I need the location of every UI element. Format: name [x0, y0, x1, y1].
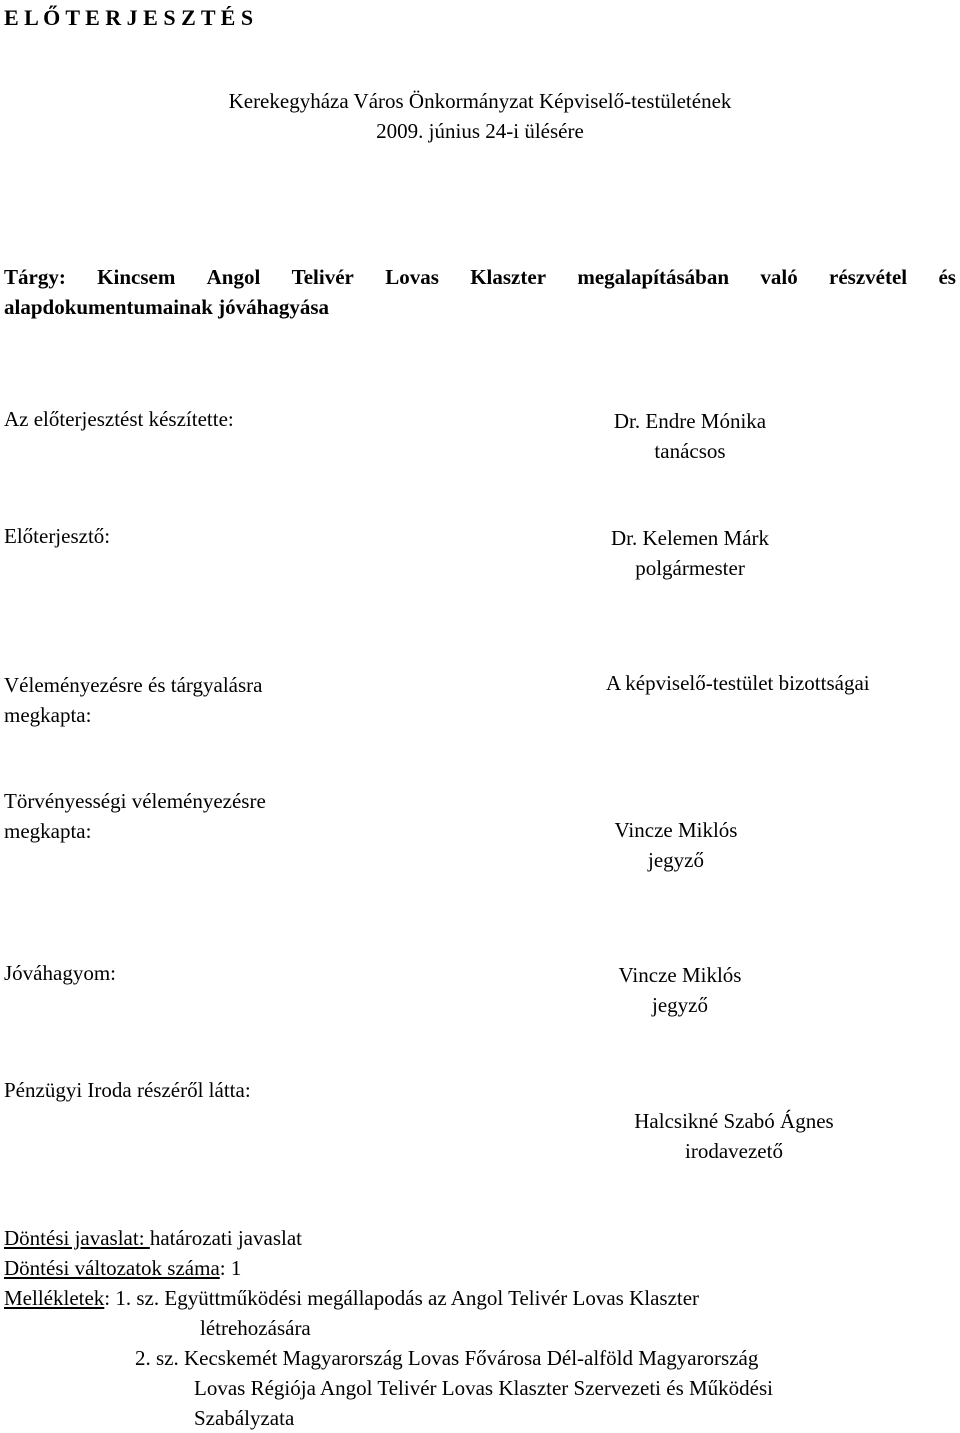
legal-review-signatory	[566, 815, 786, 875]
finance-label: Pénzügyi Iroda részéről látta:	[4, 1078, 251, 1102]
subject-word: Lovas	[385, 265, 439, 289]
presenter-role: polgármester	[635, 556, 745, 580]
approve-name: Vincze Miklós	[618, 963, 742, 987]
finance-name: Halcsikné Szabó Ágnes	[634, 1109, 834, 1133]
attachment-2-line-2: Lovas Régiója Angol Telivér Lovas Klaszter Szervezeti és Működési	[194, 1376, 773, 1400]
attachment-1-line-1: : 1. sz. Együttműködési megállapodás az Angol Telivér Lovas Klaszter	[104, 1286, 700, 1310]
finance-signatory	[604, 1106, 864, 1166]
decision-variants-label: Döntési változatok száma	[4, 1256, 220, 1280]
decision-variants	[4, 1253, 773, 1283]
approve-role: jegyző	[652, 993, 708, 1017]
review-label-line-2: megkapta:	[4, 703, 92, 727]
approve-signatory	[570, 960, 790, 1020]
prepared-by-name: Dr. Endre Mónika	[613, 409, 767, 433]
prepared-by-role: tanácsos	[654, 439, 726, 463]
prepared-by-signatory	[580, 406, 800, 466]
subject-word: Kincsem	[97, 265, 176, 289]
decision-proposal	[4, 1223, 773, 1253]
subject-word: részvétel	[829, 265, 908, 289]
decision-variants-value: : 1	[219, 1256, 242, 1280]
legal-review-name: Vincze Miklós	[614, 818, 738, 842]
document-title: E L Ő T E R J E S Z T É S	[4, 5, 254, 30]
legal-review-label-line-1: Törvényességi véleményezésre	[4, 789, 266, 813]
meeting-info	[0, 86, 960, 146]
attachments-label: Mellékletek	[4, 1286, 105, 1310]
prepared-by-label: Az előterjesztést készítette:	[4, 407, 234, 431]
attachment-2-line-3: Szabályzata	[194, 1406, 295, 1430]
attachment-2-line-1: 2. sz. Kecskemét Magyarország Lovas Fővárosa Dél-alföld Magyarország	[135, 1346, 759, 1370]
meeting-line-2: 2009. június 24-i ülésére	[376, 119, 584, 143]
review-value: A képviselő-testület bizottságai	[606, 671, 870, 695]
subject-word: való	[760, 265, 798, 289]
decision-proposal-label: Döntési javaslat:	[4, 1226, 150, 1250]
decision-block	[4, 1223, 773, 1433]
subject-line-1	[4, 262, 956, 292]
presenter-label: Előterjesztő:	[4, 524, 111, 548]
review-label	[4, 670, 262, 730]
subject-word: Telivér	[291, 265, 354, 289]
subject-word: Angol	[206, 265, 261, 289]
presenter-name: Dr. Kelemen Márk	[610, 526, 770, 550]
subject-word: Klaszter	[470, 265, 547, 289]
legal-review-label-line-2: megkapta:	[4, 819, 92, 843]
subject-line-2: alapdokumentumainak jóváhagyása	[4, 295, 329, 319]
subject-label: Tárgy:	[4, 265, 66, 289]
legal-review-label	[4, 786, 266, 846]
approve-label: Jóváhagyom:	[4, 961, 116, 985]
subject-word: megalapításában	[577, 265, 730, 289]
decision-proposal-value: határozati javaslat	[149, 1226, 302, 1250]
subject-word: és	[938, 265, 956, 289]
finance-role: irodavezető	[685, 1139, 783, 1163]
meeting-line-1: Kerekegyháza Város Önkormányzat Képviselő-testületének	[228, 89, 732, 113]
review-label-line-1: Véleményezésre és tárgyalásra	[4, 673, 263, 697]
subject-block	[4, 262, 956, 322]
attachment-1-line-2: létrehozására	[200, 1316, 311, 1340]
legal-review-role: jegyző	[648, 848, 704, 872]
presenter-signatory	[580, 523, 800, 583]
attachments	[4, 1283, 773, 1313]
